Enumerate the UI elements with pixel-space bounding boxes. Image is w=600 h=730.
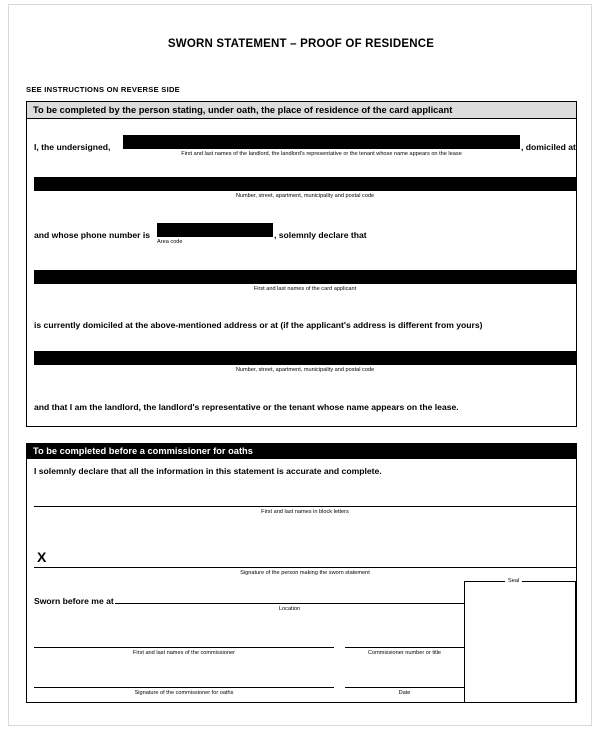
domiciled-at-label: , domiciled at bbox=[521, 142, 576, 152]
commissioner-signature-line[interactable] bbox=[34, 687, 334, 688]
solemnly-declare-label: , solemnly declare that bbox=[274, 230, 367, 240]
section2-header: To be completed before a commissioner for oaths bbox=[27, 444, 576, 459]
document-page bbox=[8, 4, 592, 726]
currently-domiciled-label: is currently domiciled at the above-mentioned address or at (if the applicant's address is different from yours) bbox=[34, 320, 483, 330]
landlord-affirmation-label: and that I am the landlord, the landlord's representative or the tenant whose name appears on the lease. bbox=[34, 402, 459, 412]
landlord-name-redaction[interactable] bbox=[123, 135, 520, 149]
caption-signature-commissioner: Signature of the commissioner for oaths bbox=[134, 690, 234, 696]
caption-address-1: Number, street, apartment, municipality and postal code bbox=[235, 193, 375, 199]
caption-block-letters: First and last names in block letters bbox=[261, 509, 349, 515]
seal-box[interactable] bbox=[464, 581, 576, 703]
caption-landlord-name: First and last names of the landlord, the landlord's representative or the tenant whose name appears on the lease bbox=[181, 151, 462, 157]
declaration-text: I solemnly declare that all the information in this statement is accurate and complete. bbox=[34, 466, 382, 476]
applicant-name-redaction[interactable] bbox=[34, 270, 576, 284]
undersigned-label: I, the undersigned, bbox=[34, 142, 111, 152]
sworn-before-label: Sworn before me at bbox=[34, 596, 114, 606]
section1-header: To be completed by the person stating, under oath, the place of residence of the card applicant bbox=[27, 102, 576, 119]
location-line[interactable] bbox=[115, 603, 464, 604]
signature-x-marker: X bbox=[37, 549, 47, 565]
commissioner-number-line[interactable] bbox=[345, 647, 464, 648]
caption-commissioner-name: First and last names of the commissioner bbox=[133, 650, 235, 656]
section-person-statement bbox=[26, 101, 577, 427]
caption-address-2: Number, street, apartment, municipality and postal code bbox=[235, 367, 375, 373]
caption-date: Date bbox=[398, 690, 411, 696]
caption-commissioner-number: Commissioner number or title bbox=[367, 650, 442, 656]
page-title: SWORN STATEMENT – PROOF OF RESIDENCE bbox=[167, 38, 435, 50]
address-1-redaction[interactable] bbox=[34, 177, 576, 191]
date-line[interactable] bbox=[345, 687, 464, 688]
phone-number-label: and whose phone number is bbox=[34, 230, 151, 240]
block-letters-line[interactable] bbox=[34, 506, 576, 507]
signature-person-line[interactable] bbox=[34, 567, 576, 568]
caption-location: Location bbox=[278, 606, 301, 612]
address-2-redaction[interactable] bbox=[34, 351, 576, 365]
caption-signature-person: Signature of the person making the sworn statement bbox=[240, 570, 370, 576]
seal-label: Seal bbox=[505, 578, 522, 584]
phone-number-redaction[interactable] bbox=[157, 223, 273, 237]
instructions-note: SEE INSTRUCTIONS ON REVERSE SIDE bbox=[26, 85, 180, 94]
caption-area-code: Area code bbox=[157, 239, 183, 245]
caption-applicant-name: First and last names of the card applicant bbox=[253, 286, 357, 292]
section-commissioner bbox=[26, 443, 577, 703]
commissioner-name-line[interactable] bbox=[34, 647, 334, 648]
